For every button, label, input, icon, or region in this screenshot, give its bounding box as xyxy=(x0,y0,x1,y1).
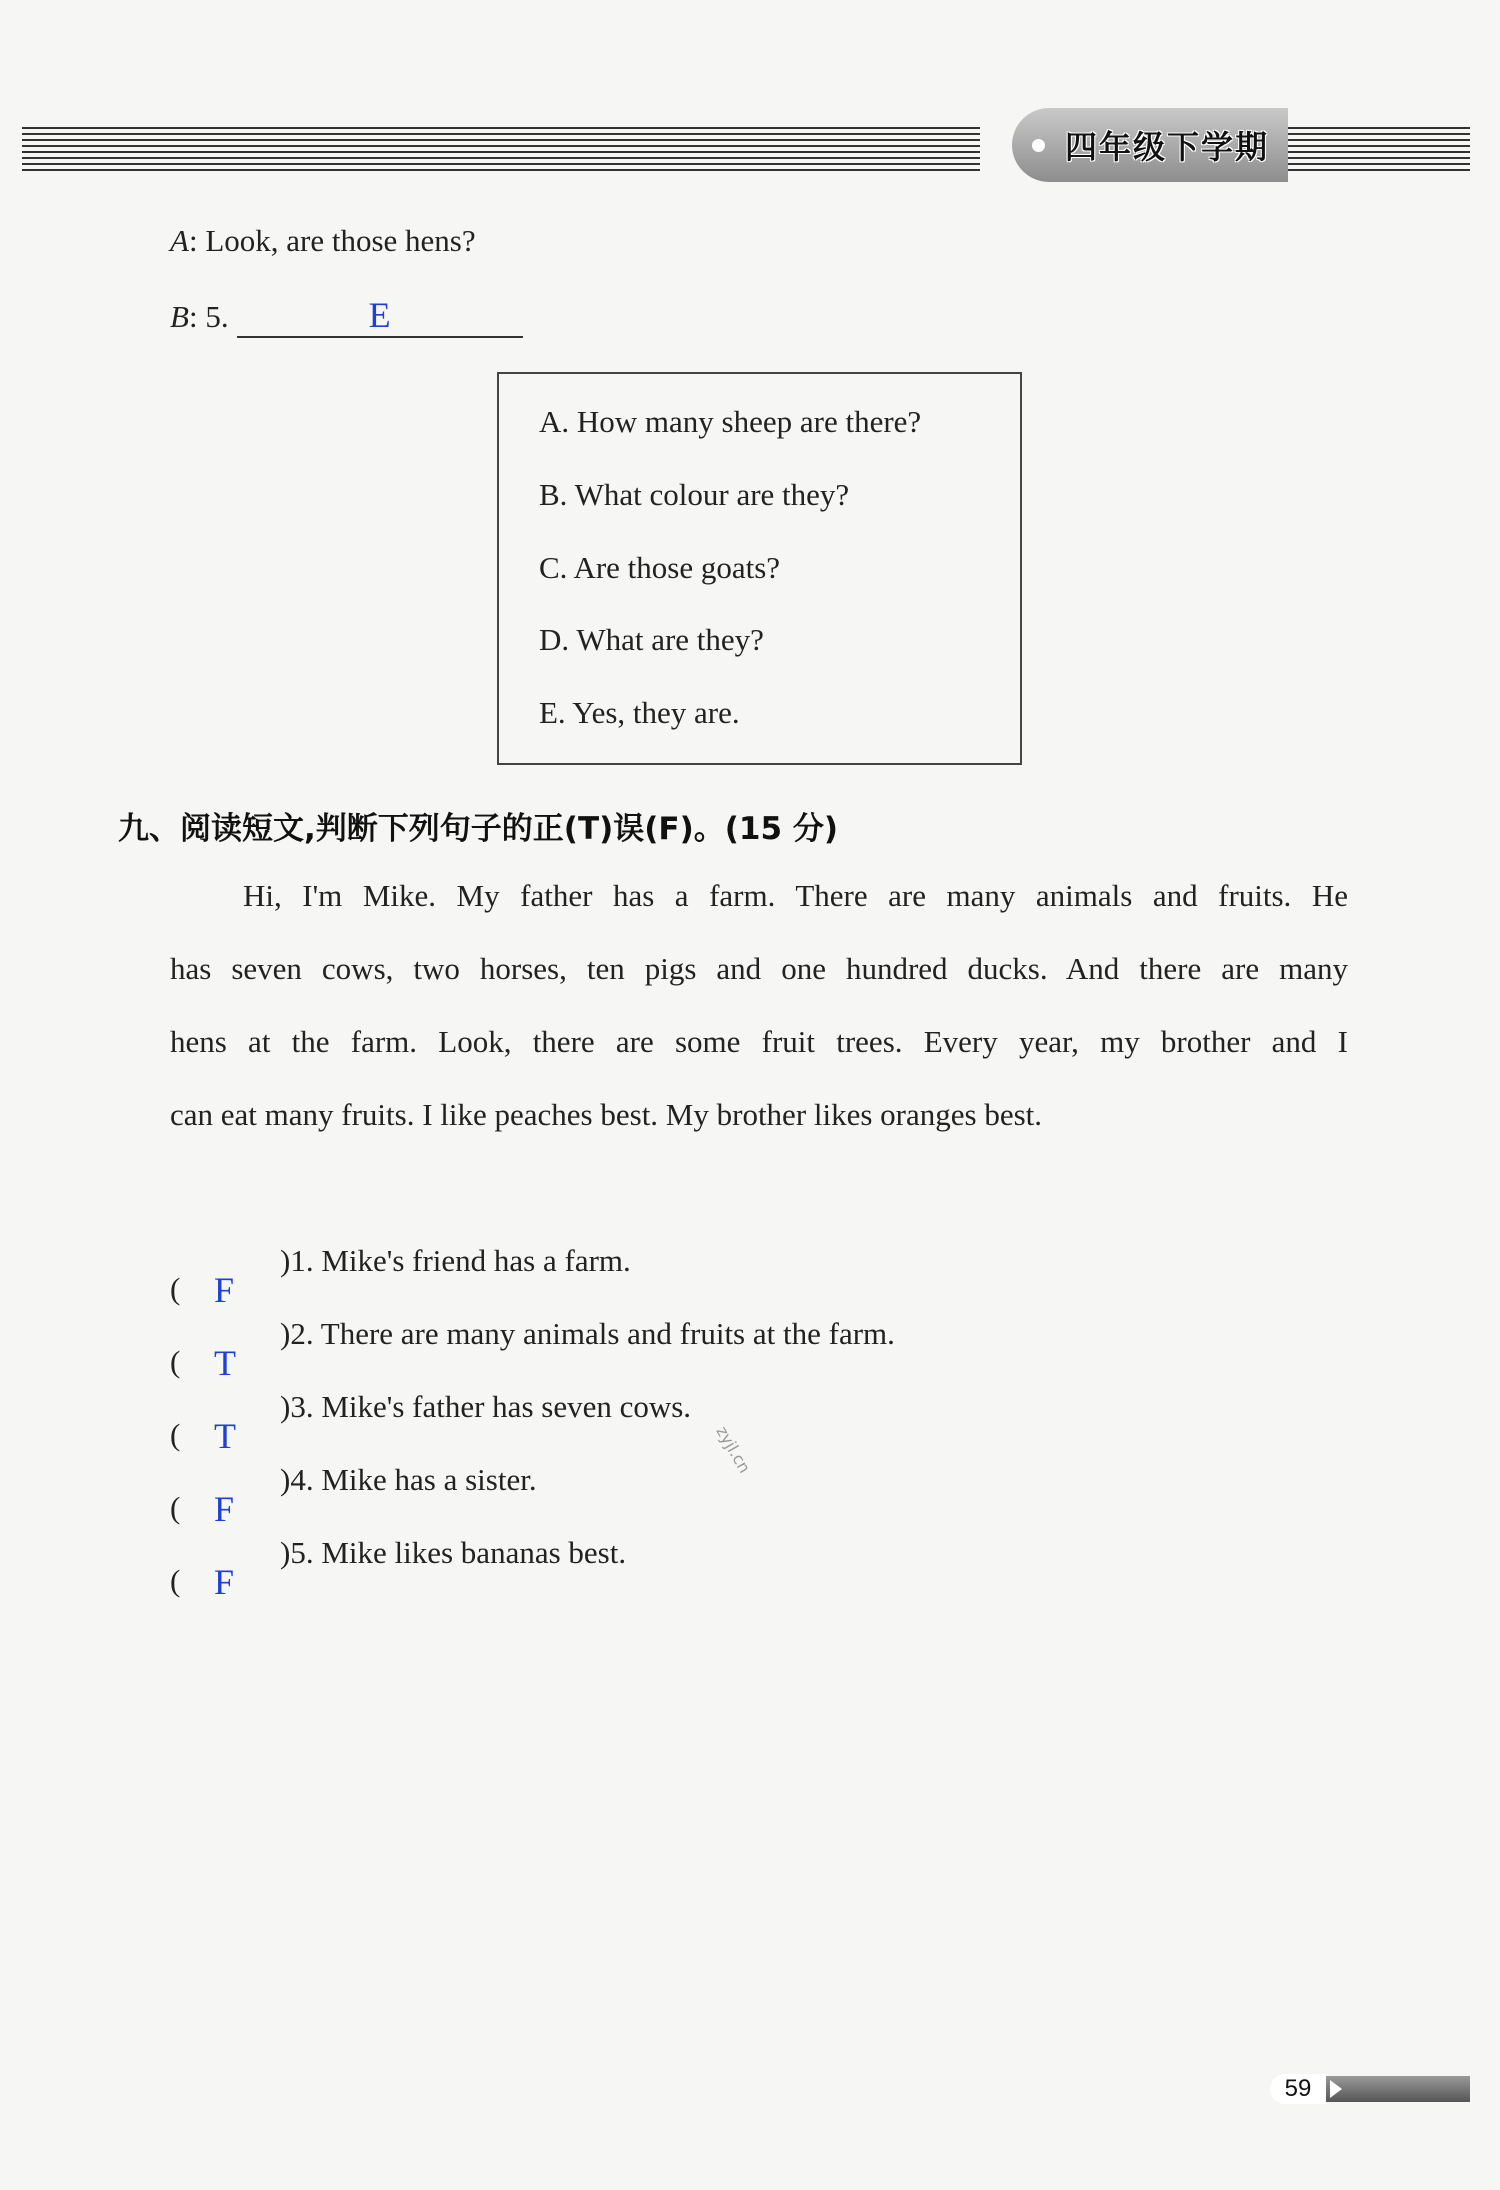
question-row: ( T )2. There are many animals and fruits at the farm. xyxy=(170,1316,895,1383)
colon: : xyxy=(188,223,206,258)
question-number: 5. xyxy=(205,299,229,334)
answer-5: E xyxy=(368,295,391,335)
options-box xyxy=(497,372,1022,765)
answer-5-tf: F xyxy=(214,1562,235,1602)
answer-2: T xyxy=(214,1343,236,1383)
question-text: )2. There are many animals and fruits at the farm. xyxy=(280,1316,895,1351)
page-number-bar xyxy=(1326,2076,1470,2102)
answer-4: F xyxy=(214,1489,235,1529)
watermark: zyjl.cn xyxy=(712,1422,755,1477)
question-text: )3. Mike's father has seven cows. xyxy=(280,1389,692,1424)
section-title: 九、阅读短文,判断下列句子的正(T)误(F)。(15 分) xyxy=(118,811,839,847)
header-tab xyxy=(1012,108,1288,182)
answer-3: T xyxy=(214,1416,236,1456)
passage-line-3: hens at the farm. Look, there are some fruit trees. Every year, my brother and I xyxy=(170,1024,1348,1059)
question-row: ( F )1. Mike's friend has a farm. xyxy=(170,1243,631,1310)
dialogue-line-a xyxy=(170,223,476,259)
question-row: ( T )3. Mike's father has seven cows. xyxy=(170,1389,692,1456)
passage-line-4: can eat many fruits. I like peaches best. My brother likes oranges best. xyxy=(170,1097,1043,1132)
question-text: )4. Mike has a sister. xyxy=(280,1462,537,1497)
question-text: )5. Mike likes bananas best. xyxy=(280,1535,627,1570)
option-c: C. Are those goats? xyxy=(539,550,781,585)
speaker-b: B xyxy=(170,299,189,334)
passage-line-2: has seven cows, two horses, ten pigs and one hundred ducks. And there are many xyxy=(170,951,1348,986)
dialogue-line-b xyxy=(170,296,523,338)
option-d: D. What are they? xyxy=(539,622,764,657)
header-dot-icon xyxy=(1032,139,1045,152)
header-rule-right xyxy=(1288,127,1470,171)
page-number: 59 xyxy=(1270,2074,1326,2104)
question-text: )1. Mike's friend has a farm. xyxy=(280,1243,631,1278)
option-a: A. How many sheep are there? xyxy=(539,404,922,439)
option-e: E. Yes, they are. xyxy=(539,695,740,730)
dialogue-text-a: Look, are those hens? xyxy=(205,223,476,258)
question-row: ( F )5. Mike likes bananas best. xyxy=(170,1535,627,1602)
header-rule-left xyxy=(22,127,980,171)
answer-blank-5 xyxy=(237,296,523,338)
colon: : xyxy=(188,299,206,334)
passage-line-1: Hi, I'm Mike. My father has a farm. There are many animals and fruits. He xyxy=(243,878,1348,913)
page-arrow-icon xyxy=(1330,2080,1342,2098)
header-title: 四年级下学期 xyxy=(1065,128,1270,166)
speaker-a: A xyxy=(170,223,189,258)
option-b: B. What colour are they? xyxy=(539,477,850,512)
answer-1: F xyxy=(214,1270,235,1310)
question-row: ( F )4. Mike has a sister. xyxy=(170,1462,537,1529)
